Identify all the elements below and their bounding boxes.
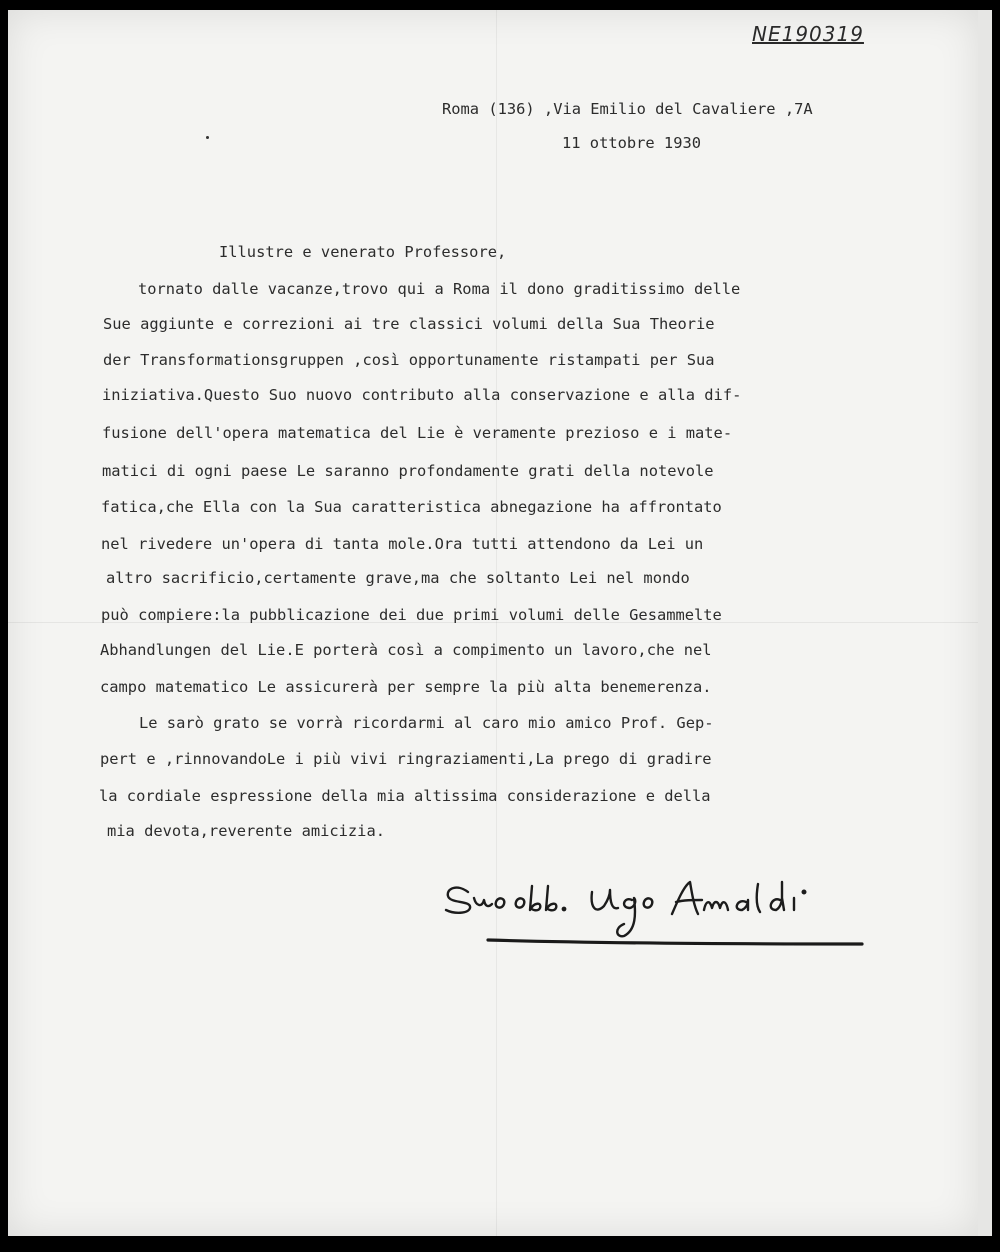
salutation: Illustre e venerato Professore, bbox=[219, 243, 507, 261]
sender-address: Roma (136) ,Via Emilio del Cavaliere ,7A bbox=[442, 100, 813, 118]
body-line: tornato dalle vacanze,trovo qui a Roma il dono graditissimo delle bbox=[138, 280, 741, 298]
body-line: pert e ,rinnovandoLe i più vivi ringraziamenti,La prego di gradire bbox=[100, 750, 712, 768]
letter-date: 11 ottobre 1930 bbox=[562, 134, 701, 152]
body-line: campo matematico Le assicurerà per sempre la più alta benemerenza. bbox=[100, 678, 712, 696]
body-line: der Transformationsgruppen ,così opportunamente ristampati per Sua bbox=[103, 351, 715, 369]
body-line: altro sacrificio,certamente grave,ma che soltanto Lei nel mondo bbox=[106, 569, 690, 587]
paper-speck bbox=[206, 136, 209, 139]
body-line: Sue aggiunte e correzioni ai tre classici volumi della Sua Theorie bbox=[103, 315, 715, 333]
body-line: fusione dell'opera matematica del Lie è veramente prezioso e i mate- bbox=[102, 424, 733, 442]
body-line: Le sarò grato se vorrà ricordarmi al caro mio amico Prof. Gep- bbox=[139, 714, 714, 732]
body-line: matici di ogni paese Le saranno profondamente grati della notevole bbox=[102, 462, 714, 480]
body-line: mia devota,reverente amicizia. bbox=[107, 822, 385, 840]
page-edge bbox=[978, 10, 992, 1236]
body-line: può compiere:la pubblicazione dei due primi volumi delle Gesammelte bbox=[101, 606, 722, 624]
body-line: nel rivedere un'opera di tanta mole.Ora tutti attendono da Lei un bbox=[101, 535, 704, 553]
body-line: la cordiale espressione della mia altissima considerazione e della bbox=[99, 787, 711, 805]
body-line: Abhandlungen del Lie.E porterà così a compimento un lavoro,che nel bbox=[100, 641, 712, 659]
body-line: iniziativa.Questo Suo nuovo contributo alla conservazione e alla dif- bbox=[102, 386, 742, 404]
body-line: fatica,che Ella con la Sua caratteristica abnegazione ha affrontato bbox=[101, 498, 722, 516]
archive-id-annotation: NE190319 bbox=[752, 22, 864, 46]
handwritten-signature bbox=[440, 870, 870, 960]
